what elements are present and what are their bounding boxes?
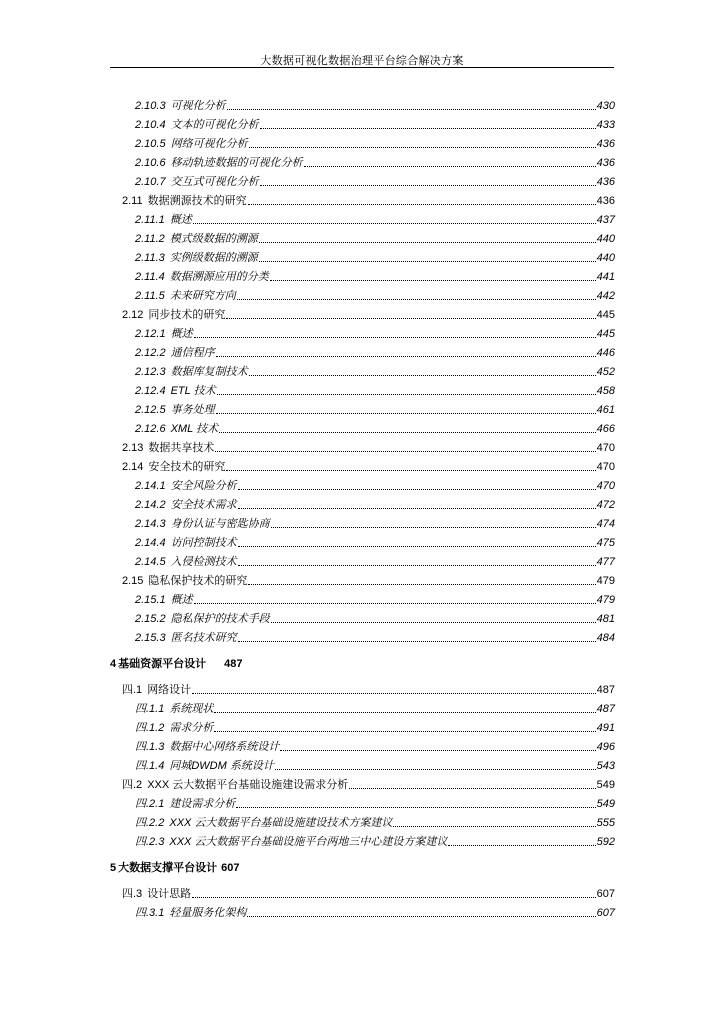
- dot-leader: [237, 299, 596, 300]
- dot-leader: [280, 750, 595, 751]
- toc-entry[interactable]: 四.1 网络设计 487: [122, 684, 615, 696]
- dot-leader: [271, 527, 596, 528]
- dot-leader: [260, 128, 596, 129]
- dot-leader: [217, 394, 596, 395]
- toc-entry[interactable]: 2.14.1 安全风险分析 470: [135, 480, 615, 492]
- dot-leader: [270, 280, 596, 281]
- dot-leader: [216, 413, 596, 414]
- toc-entry[interactable]: 四.3.1 轻量服务化架构 607: [135, 907, 615, 919]
- toc-entry[interactable]: 2.15.2 隐私保护的技术手段 481: [135, 613, 615, 625]
- toc-entry[interactable]: 2.10.4 文本的可视化分析 433: [135, 119, 615, 131]
- toc-entry[interactable]: 四.1.2 需求分析 491: [135, 722, 615, 734]
- dot-leader: [214, 712, 595, 713]
- dot-leader: [193, 223, 596, 224]
- dot-leader: [238, 565, 596, 566]
- dot-leader: [219, 432, 596, 433]
- toc-entry[interactable]: 2.14.2 安全技术需求 472: [135, 499, 615, 511]
- toc-entry[interactable]: 四.2 XXX 云大数据平台基础设施建设需求分析 549: [122, 779, 615, 791]
- toc-entry[interactable]: 四.2.2 XXX 云大数据平台基础设施建设技术方案建议 555: [135, 817, 615, 829]
- toc-entry[interactable]: 2.14 安全技术的研究 470: [122, 461, 615, 473]
- toc-entry[interactable]: 2.15.3 匿名技术研究 484: [135, 632, 615, 644]
- toc-entry[interactable]: 2.10.5 网络可视化分析 436: [135, 138, 615, 150]
- dot-leader: [349, 788, 595, 789]
- toc-entry[interactable]: 四.1.1 系统现状 487: [135, 703, 615, 715]
- dot-leader: [249, 147, 596, 148]
- toc-entry[interactable]: 2.11.2 模式级数据的溯源 440: [135, 233, 615, 245]
- toc-entry[interactable]: 四.2.3 XXX 云大数据平台基础设施平台两地三中心建设方案建议 592: [135, 836, 615, 848]
- dot-leader: [192, 897, 595, 898]
- dot-leader: [226, 470, 595, 471]
- toc-entry[interactable]: 2.12.2 通信程序 446: [135, 347, 615, 359]
- dot-leader: [249, 375, 596, 376]
- dot-leader: [304, 166, 596, 167]
- toc-entry[interactable]: 四.1.4 同城DWDM 系统设计 543: [135, 760, 615, 772]
- dot-leader: [215, 451, 595, 452]
- toc-chapter-heading[interactable]: 5 大数据支撑平台设计 607: [110, 862, 240, 874]
- dot-leader: [236, 807, 595, 808]
- dot-leader: [259, 261, 596, 262]
- toc-entry[interactable]: 四.2.1 建设需求分析 549: [135, 798, 615, 810]
- toc-entry[interactable]: 2.11 数据溯源技术的研究 436: [122, 195, 615, 207]
- toc-entry[interactable]: 2.10.7 交互式可视化分析 436: [135, 176, 615, 188]
- toc-entry[interactable]: 2.14.3 身份认证与密匙协商 474: [135, 518, 615, 530]
- toc-entry[interactable]: 2.11.3 实例级数据的溯源 440: [135, 252, 615, 264]
- dot-leader: [192, 693, 595, 694]
- dot-leader: [227, 109, 596, 110]
- dot-leader: [260, 185, 596, 186]
- toc-entry[interactable]: 2.12.5 事务处理 461: [135, 404, 615, 416]
- dot-leader: [216, 356, 596, 357]
- toc-entry[interactable]: 2.15 隐私保护技术的研究 479: [122, 575, 615, 587]
- toc-entry[interactable]: 2.12 同步技术的研究 445: [122, 309, 615, 321]
- dot-leader: [448, 845, 595, 846]
- toc-entry[interactable]: 2.15.1 概述 479: [135, 594, 615, 606]
- toc-entry[interactable]: 2.12.4 ETL 技术 458: [135, 385, 615, 397]
- dot-leader: [248, 204, 596, 205]
- dot-leader: [247, 916, 595, 917]
- toc-entry[interactable]: 2.11.1 概述 437: [135, 214, 615, 226]
- dot-leader: [238, 641, 596, 642]
- toc-entry[interactable]: 2.10.6 移动轨迹数据的可视化分析 436: [135, 157, 615, 169]
- toc-entry[interactable]: 四.3 设计思路 607: [122, 888, 615, 900]
- dot-leader: [226, 318, 595, 319]
- dot-leader: [271, 622, 596, 623]
- dot-leader: [238, 546, 596, 547]
- dot-leader: [259, 242, 596, 243]
- toc-entry[interactable]: 2.11.5 未来研究方向 442: [135, 290, 615, 302]
- toc-entry[interactable]: 2.12.6 XML 技术 466: [135, 423, 615, 435]
- toc-entry[interactable]: 2.14.4 访问控制技术 475: [135, 537, 615, 549]
- page-header-title: 大数据可视化数据治理平台综合解决方案: [260, 55, 464, 67]
- toc-entry[interactable]: 2.12.3 数据库复制技术 452: [135, 366, 615, 378]
- dot-leader: [194, 603, 596, 604]
- toc-entry[interactable]: 2.12.1 概述 445: [135, 328, 615, 340]
- toc-entry[interactable]: 2.10.3 可视化分析 430: [135, 100, 615, 112]
- dot-leader: [214, 731, 595, 732]
- toc-entry[interactable]: 2.11.4 数据溯源应用的分类 441: [135, 271, 615, 283]
- dot-leader: [194, 337, 596, 338]
- dot-leader: [238, 489, 596, 490]
- dot-leader: [275, 769, 596, 770]
- dot-leader: [393, 826, 595, 827]
- toc-entry[interactable]: 2.13 数据共享技术 470: [122, 442, 615, 454]
- toc-chapter-heading[interactable]: 4 基础资源平台设计 487: [110, 658, 243, 670]
- toc-entry[interactable]: 2.14.5 入侵检测技术 477: [135, 556, 615, 568]
- dot-leader: [248, 584, 595, 585]
- dot-leader: [238, 508, 596, 509]
- toc-entry[interactable]: 四.1.3 数据中心网络系统设计 496: [135, 741, 615, 753]
